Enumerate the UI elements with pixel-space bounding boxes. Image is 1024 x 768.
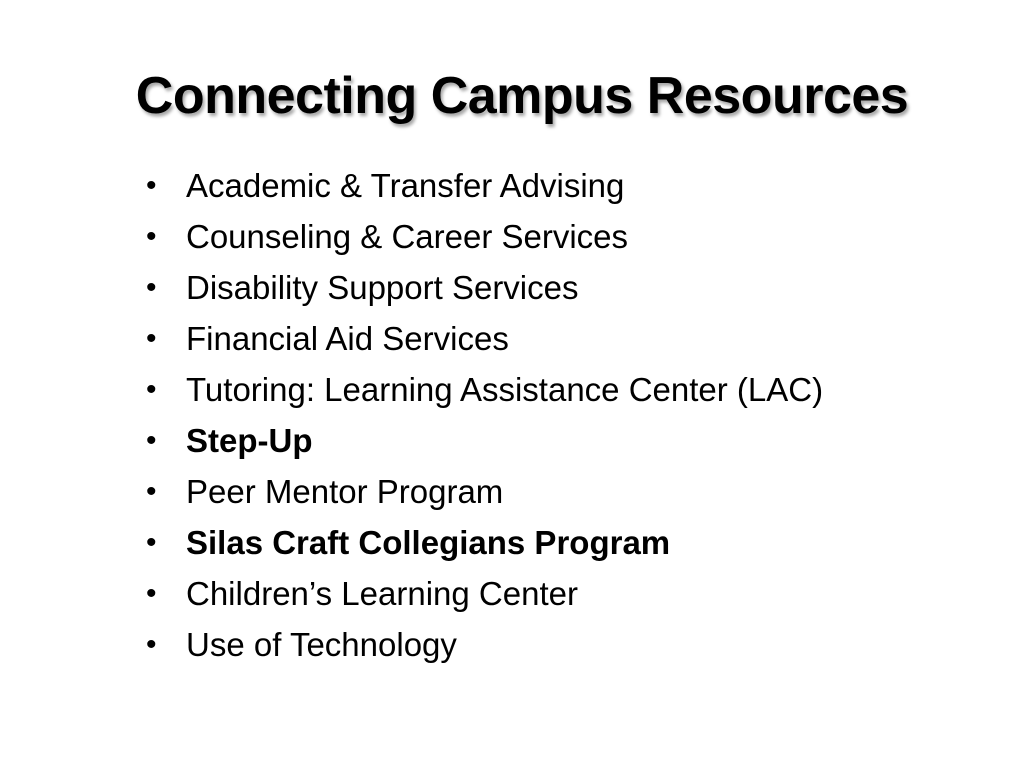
bullet-item (144, 262, 994, 313)
bullet-item (144, 415, 994, 466)
bullet-item (144, 160, 994, 211)
bullet-text: Disability Support Services (186, 269, 579, 306)
bullet-point-icon: • (146, 169, 157, 202)
bullet-point-icon: • (146, 220, 157, 253)
resource-bullet-list (144, 160, 994, 670)
bullet-item (144, 619, 994, 670)
bullet-item (144, 313, 994, 364)
bullet-point-icon: • (146, 577, 157, 610)
bullet-item (144, 211, 994, 262)
bullet-text: Step-Up (186, 422, 313, 459)
bullet-point-icon: • (146, 628, 157, 661)
bullet-point-icon: • (146, 475, 157, 508)
bullet-text: Financial Aid Services (186, 320, 509, 357)
bullet-point-icon: • (146, 322, 157, 355)
bullet-text: Peer Mentor Program (186, 473, 504, 510)
bullet-item (144, 364, 994, 415)
bullet-point-icon: • (146, 526, 157, 559)
bullet-text: Counseling & Career Services (186, 218, 629, 255)
bullet-item (144, 517, 994, 568)
bullet-item (144, 568, 994, 619)
bullet-text: Silas Craft Collegians Program (186, 524, 671, 561)
bullet-point-icon: • (146, 373, 157, 406)
slide-title: Connecting Campus Resources (135, 67, 909, 125)
bullet-text: Tutoring: Learning Assistance Center (LAC) (186, 371, 824, 408)
bullet-point-icon: • (146, 424, 157, 457)
bullet-text: Academic & Transfer Advising (186, 167, 625, 204)
bullet-text: Use of Technology (186, 626, 457, 663)
bullet-item (144, 466, 994, 517)
bullet-point-icon: • (146, 271, 157, 304)
bullet-text: Children’s Learning Center (186, 575, 578, 612)
